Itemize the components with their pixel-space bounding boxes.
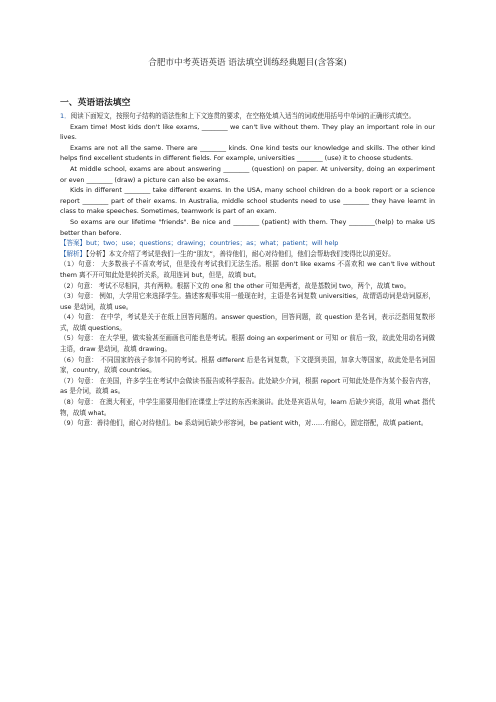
analysis-item: （7）句意： 在美国，许多学生在考试中会做读书报告或科学报告。此处缺少介词，根据 report 可知此处是作为某个报告内容，as 是介词，故填 as。 bbox=[60, 376, 435, 396]
analysis-intro-text: 【分析】本文介绍了考试是我们一生的“朋友”，善待他们，耐心对待他们，他们会帮助我们变得比以前更好。 bbox=[86, 249, 395, 258]
instruction-text: 阅读下面短文，按照句子结构的语法性和上下文连贯的要求，在空格处填入适当的词或使用括号中单词的正确形式填空。 bbox=[70, 112, 415, 120]
answer-label: 【答案】 bbox=[60, 239, 86, 248]
analysis-intro bbox=[60, 249, 435, 260]
analysis-item: （4）句意： 在中学，考试是关于在纸上回答问题的。answer question，回答问题，故 question 是名词，表示泛指用复数形式，故填 questions。 bbox=[60, 313, 435, 332]
passage-paragraph: So exams are our lifetime "friends". Be nice and ________ (patient) with them. They ________(help) to make US better than before. bbox=[60, 217, 435, 237]
analysis-item: （5）句意： 在大学里，做实验甚至画画也可能也是考试。根据 doing an experiment or 可知 or 前后一致，故此处用动名词做主语，draw 是动词，故填 drawing。 bbox=[60, 334, 435, 354]
passage-paragraph: Exams are not all the same. There are ________ kinds. One kind tests our knowledge and skills. The other kind helps find excellent students in different fields. For example, universities ________ (use) it to choose students. bbox=[60, 143, 435, 163]
analysis-label: 【解析】 bbox=[60, 249, 86, 258]
passage-paragraph: Exam time! Most kids don't like exams, ________ we can't live without them. They play an important role in our lives. bbox=[60, 122, 435, 142]
passage-paragraph: Kids in different ________ take different exams. In the USA, many school children do a book report or a science report ________ part of their exams. In Australia, middle school students need to use ________ they have learnt in class to make speeches. Sometimes, teamwork is part of an exam. bbox=[60, 186, 435, 216]
section-heading: 一、英语语法填空 bbox=[60, 98, 131, 108]
answer-line bbox=[60, 238, 435, 249]
passage-paragraph: At middle school, exams are about answering ________ (question) on paper. At university, doing an experiment or even ________ (draw) a picture can also be exams. bbox=[60, 164, 435, 184]
analysis-item: （9）句意：善待他们，耐心对待他们。be 系动词后缺少形容词，be patient with，对……有耐心，固定搭配，故填 patient。 bbox=[60, 419, 428, 428]
question-instruction bbox=[60, 111, 435, 122]
analysis-item: （1）句意： 大多数孩子不喜欢考试，但是没有考试我们无法生活。根据 don't like exams 不喜欢和 we can't live without them 离不开可知此处是转折关系，故用连词 but，但是，故填 but。 bbox=[60, 260, 435, 279]
analysis-item: （2）句意： 考试不尽相同，共有两种。根据下文的 one 和 the other 可知是两者，故是基数词 two，两个，故填 two。 bbox=[60, 281, 411, 290]
analysis-item: （8）句意： 在澳大利亚，中学生需要用他们在课堂上学过的东西来演讲。此处是宾语从句，learn 后缺少宾语，故用 what 指代物，故填 what。 bbox=[60, 398, 435, 417]
document-title: 合肥市中考英语英语 语法填空训练经典题目(含答案) bbox=[148, 58, 347, 68]
document-page bbox=[60, 58, 435, 429]
question-number: 1． bbox=[60, 112, 71, 120]
analysis-item: （6）句意： 不同国家的孩子参加不同的考试。根据 different 后是名词复数，下文提到美国，加拿大等国家，故此处是名词国家，country，故填 countries。 bbox=[60, 355, 435, 375]
answer-text: but；two；use；questions；drawing；countries；as；what；patient；will help bbox=[86, 239, 339, 248]
analysis-item: （3）句意： 例如，大学用它来选择学生。描述客观事实用一般现在时，主语是名词复数 universities，故谓语动词是动词原形，use 是动词，故填 use。 bbox=[60, 292, 435, 311]
